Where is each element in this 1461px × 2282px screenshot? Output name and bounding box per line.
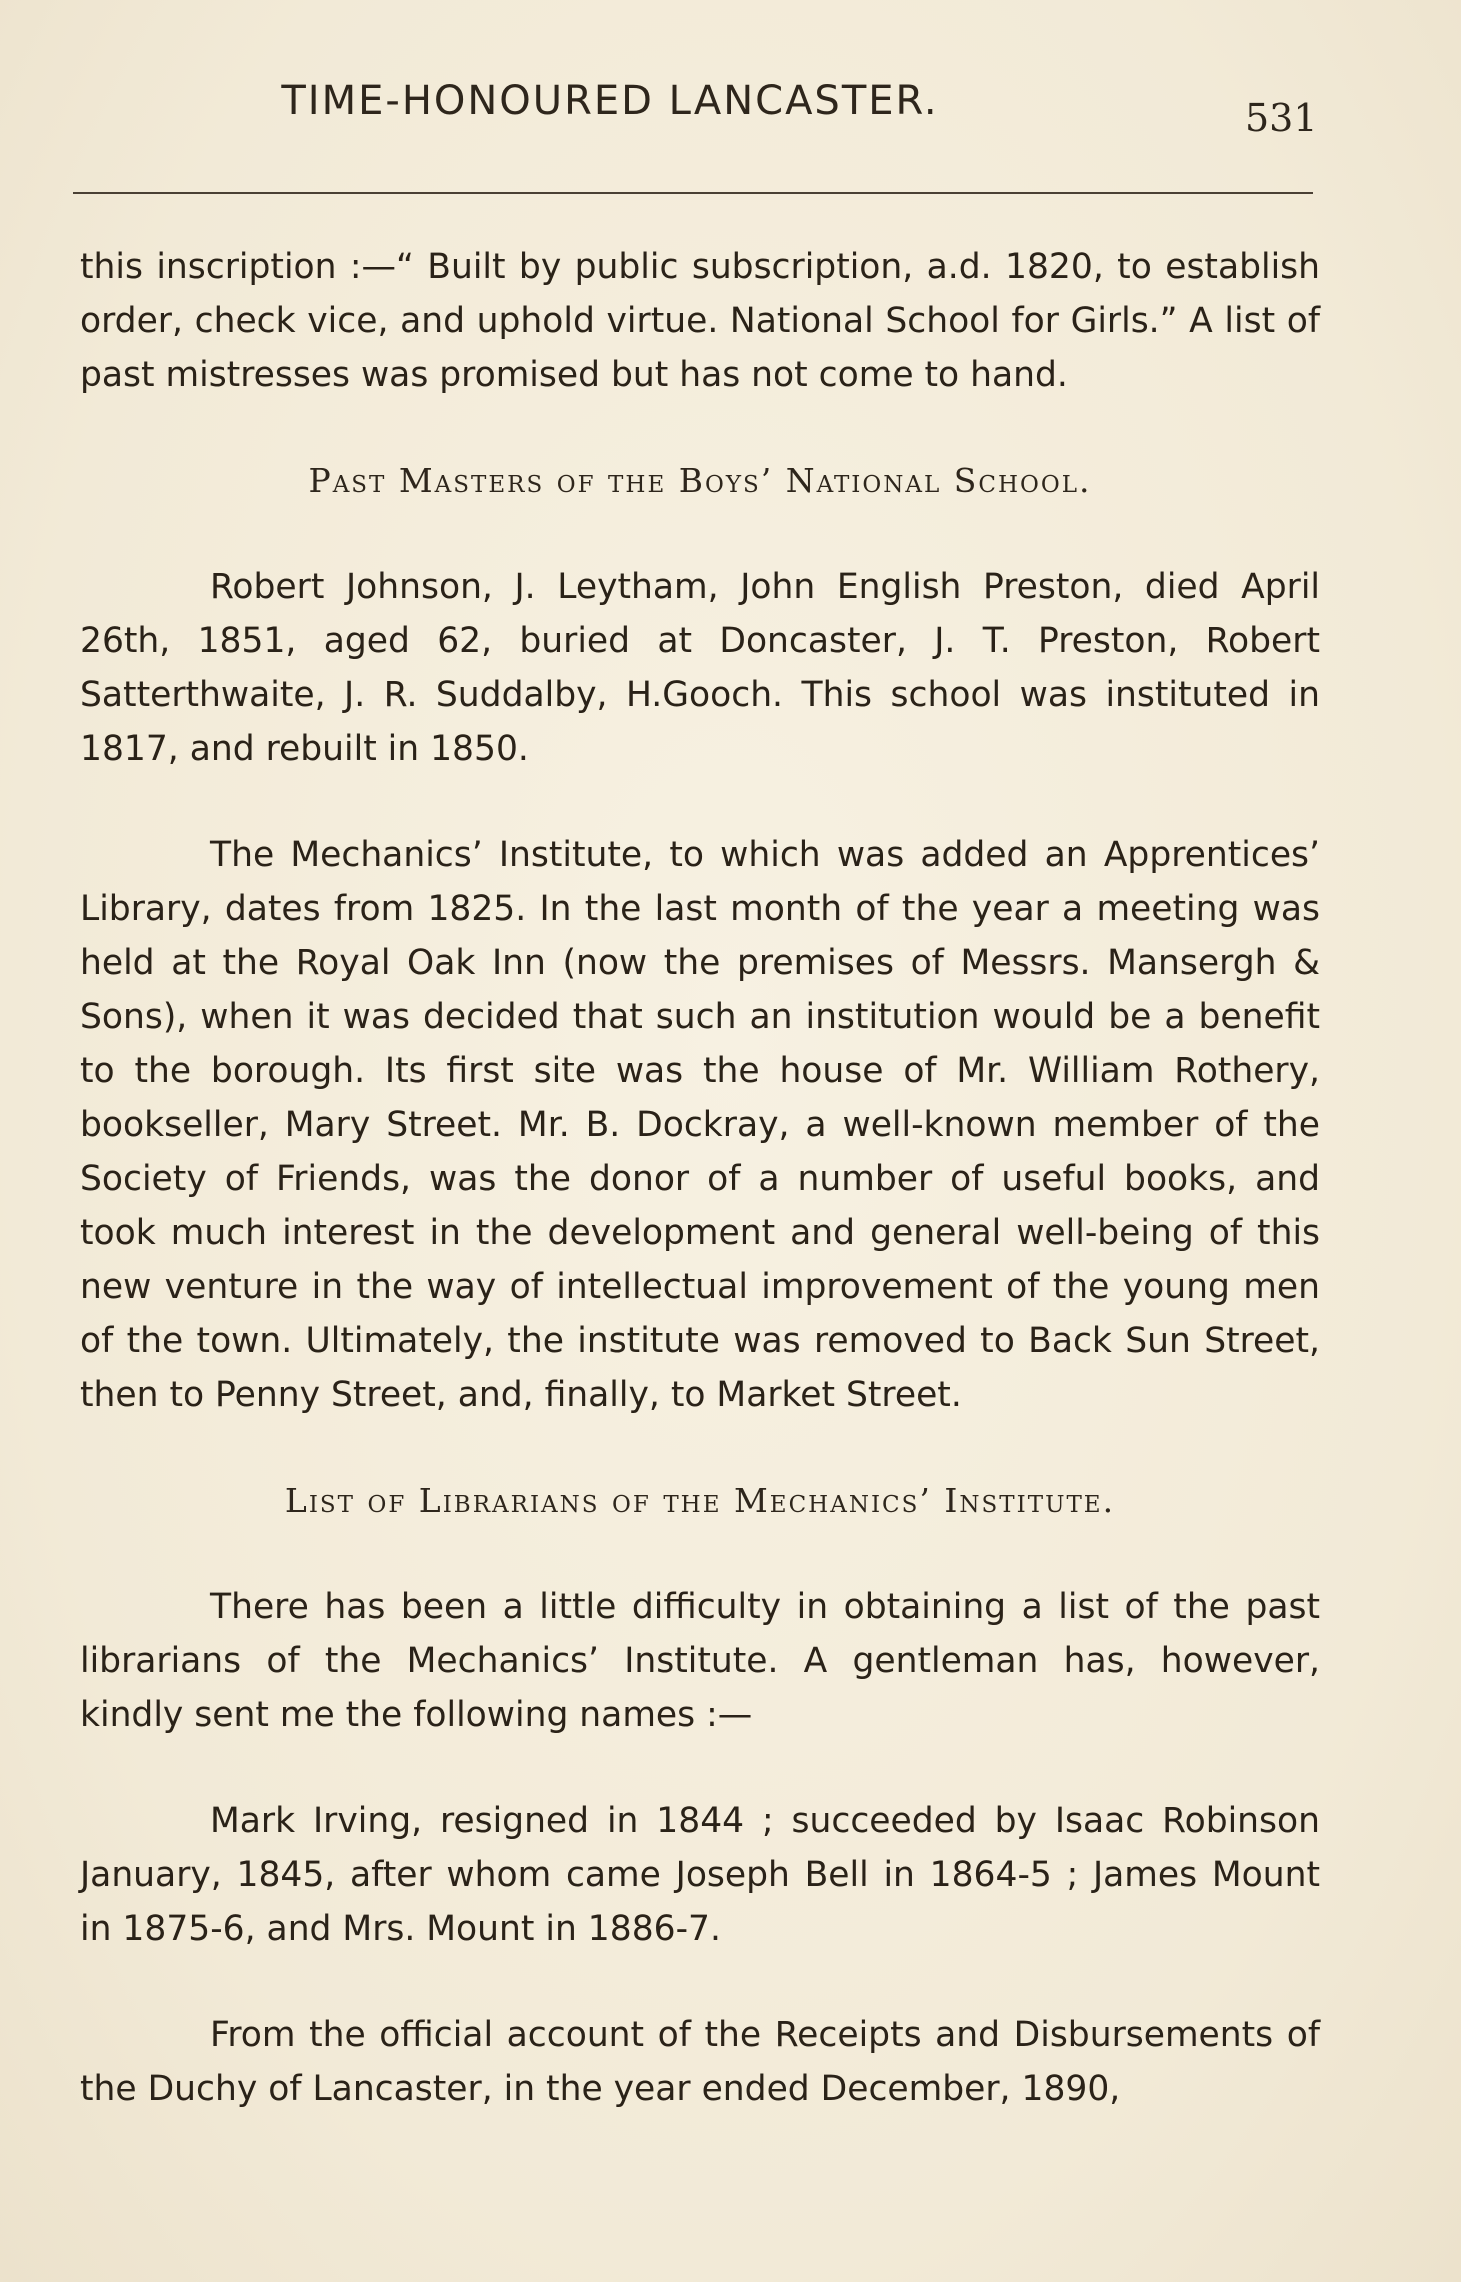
running-title: TIME-HONOURED LANCASTER. <box>281 78 939 124</box>
page-body <box>80 240 1320 2116</box>
heading-librarians: List of Librarians of the Mechanics’ Institute. <box>284 1481 1116 1520</box>
header-rule <box>73 192 1313 194</box>
spacer <box>80 508 1320 560</box>
running-head <box>0 78 1461 138</box>
spacer <box>80 776 1320 828</box>
mechanics-institute-paragraph: The Mechanics’ Institute, to which was added an Apprentices’ Library, dates from 1825. In the last month of the year a meeting was held at the Royal Oak Inn (now the premises of Messrs. Mansergh & Sons), when it was decided that such an institution would be a benefit to the borough. Its first site was the house of Mr. William Rothery, bookseller, Mary Street. Mr. B. Dockray, a well-known member of the Society of Friends, was the donor of a number of useful books, and took much interest in the development and general well-being of this new venture in the way of intellectual improvement of the young men of the town. Ultimately, the institute was removed to Back Sun Street, then to Penny Street, and, finally, to Market Street. <box>80 835 1320 1415</box>
duchy-account-paragraph: From the official account of the Receipts and Disbursements of the Duchy of Lancaster, in the year ended December, 1890, <box>80 2015 1320 2109</box>
masters-paragraph: Robert Johnson, J. Leytham, John English Preston, died April 26th, 1851, aged 62, buried at Doncaster, J. T. Preston, Robert Satterthwaite, J. R. Suddalby, H.Gooch. This school was instituted in 1817, and rebuilt in 1850. <box>80 567 1320 769</box>
spacer <box>80 402 1320 454</box>
page-number: 531 <box>1245 96 1318 140</box>
spacer <box>80 1956 1320 2008</box>
spacer <box>80 1528 1320 1580</box>
intro-paragraph: this inscription :—“ Built by public subscription, a.d. 1820, to establish order, check vice, and uphold virtue. National School for Girls.” A list of past mistresses was promised but has not come to hand. <box>80 247 1320 395</box>
spacer <box>80 1742 1320 1794</box>
spacer <box>80 1422 1320 1474</box>
librarians-intro-paragraph: There has been a little difficulty in obtaining a list of the past librarians of the Mechanics’ Institute. A gentleman has, however, kindly sent me the following names :— <box>80 1587 1320 1735</box>
heading-boys-school: Past Masters of the Boys’ National School. <box>308 461 1092 500</box>
librarians-list-paragraph: Mark Irving, resigned in 1844 ; succeeded by Isaac Robinson January, 1845, after whom came Joseph Bell in 1864-5 ; James Mount in 1875-6, and Mrs. Mount in 1886-7. <box>80 1801 1320 1949</box>
